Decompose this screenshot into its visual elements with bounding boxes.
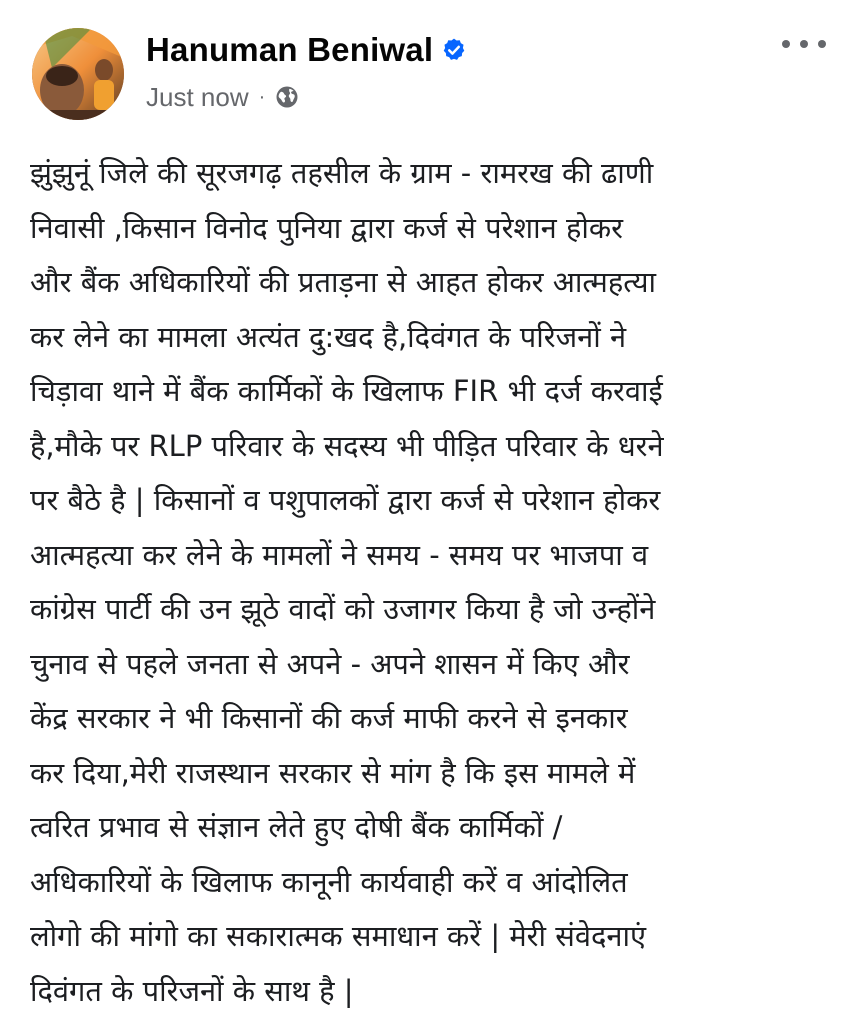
post-body-line: निवासी ,किसान विनोद पुनिया द्वारा कर्ज से परेशान होकर — [30, 210, 624, 245]
profile-photo-icon — [32, 28, 124, 120]
post-body-line: दिवंगत के परिजनों के साथ है | — [30, 973, 354, 1008]
post-body-line: कर लेने का मामला अत्यंत दु:खद है,दिवंगत के परिजनों ने — [30, 319, 627, 354]
post-body-line: है,मौके पर RLP परिवार के सदस्य भी पीड़ित परिवार के धरने — [30, 428, 664, 463]
more-options-icon[interactable] — [782, 30, 826, 58]
author-name[interactable]: Hanuman Beniwal — [146, 31, 434, 68]
more-dot — [782, 40, 790, 48]
post-body-line: चुनाव से पहले जनता से अपने - अपने शासन में किए और — [30, 646, 630, 681]
post-body-line: झुंझुनूं जिले की सूरजगढ़ तहसील के ग्राम - रामरख की ढाणी — [30, 156, 654, 190]
globe-icon[interactable] — [275, 85, 299, 109]
post-body-line: लोगो की मांगो का सकारात्मक समाधान करें | मेरी संवेदनाएं — [30, 919, 647, 953]
post-body-line: कांग्रेस पार्टी की उन झूठे वादों को उजागर किया है जो उन्होंने — [30, 592, 656, 626]
verified-badge-icon — [441, 37, 467, 63]
post-body-line: त्वरित प्रभाव से संज्ञान लेते हुए दोषी बैंक कार्मिकों / — [30, 810, 563, 844]
post-body — [30, 146, 830, 1018]
post-body-line: और बैंक अधिकारियों की प्रताड़ना से आहत होकर आत्महत्या — [30, 265, 657, 299]
more-dot — [800, 40, 808, 48]
post-body-line: कर दिया,मेरी राजस्थान सरकार से मांग है कि इस मामले में — [30, 755, 636, 790]
post-header — [0, 0, 852, 140]
post-body-line: पर बैठे है | किसानों व पशुपालकों द्वारा कर्ज से परेशान होकर — [30, 483, 661, 517]
meta-separator: · — [258, 85, 266, 108]
post-body-line: आत्महत्या कर लेने के मामलों ने समय - समय पर भाजपा व — [30, 537, 649, 572]
post-meta — [146, 78, 299, 116]
author-avatar[interactable] — [32, 28, 124, 120]
post-body-line: केंद्र सरकार ने भी किसानों की कर्ज माफी करने से इनकार — [30, 701, 628, 735]
post-body-line: चिड़ावा थाने में बैंक कार्मिकों के खिलाफ FIR भी दर्ज करवाई — [30, 374, 663, 408]
post-timestamp[interactable]: Just now — [146, 81, 249, 112]
author-row — [146, 28, 467, 72]
post-body-line: अधिकारियों के खिलाफ कानूनी कार्यवाही करें व आंदोलित — [30, 864, 628, 899]
more-dot — [818, 40, 826, 48]
